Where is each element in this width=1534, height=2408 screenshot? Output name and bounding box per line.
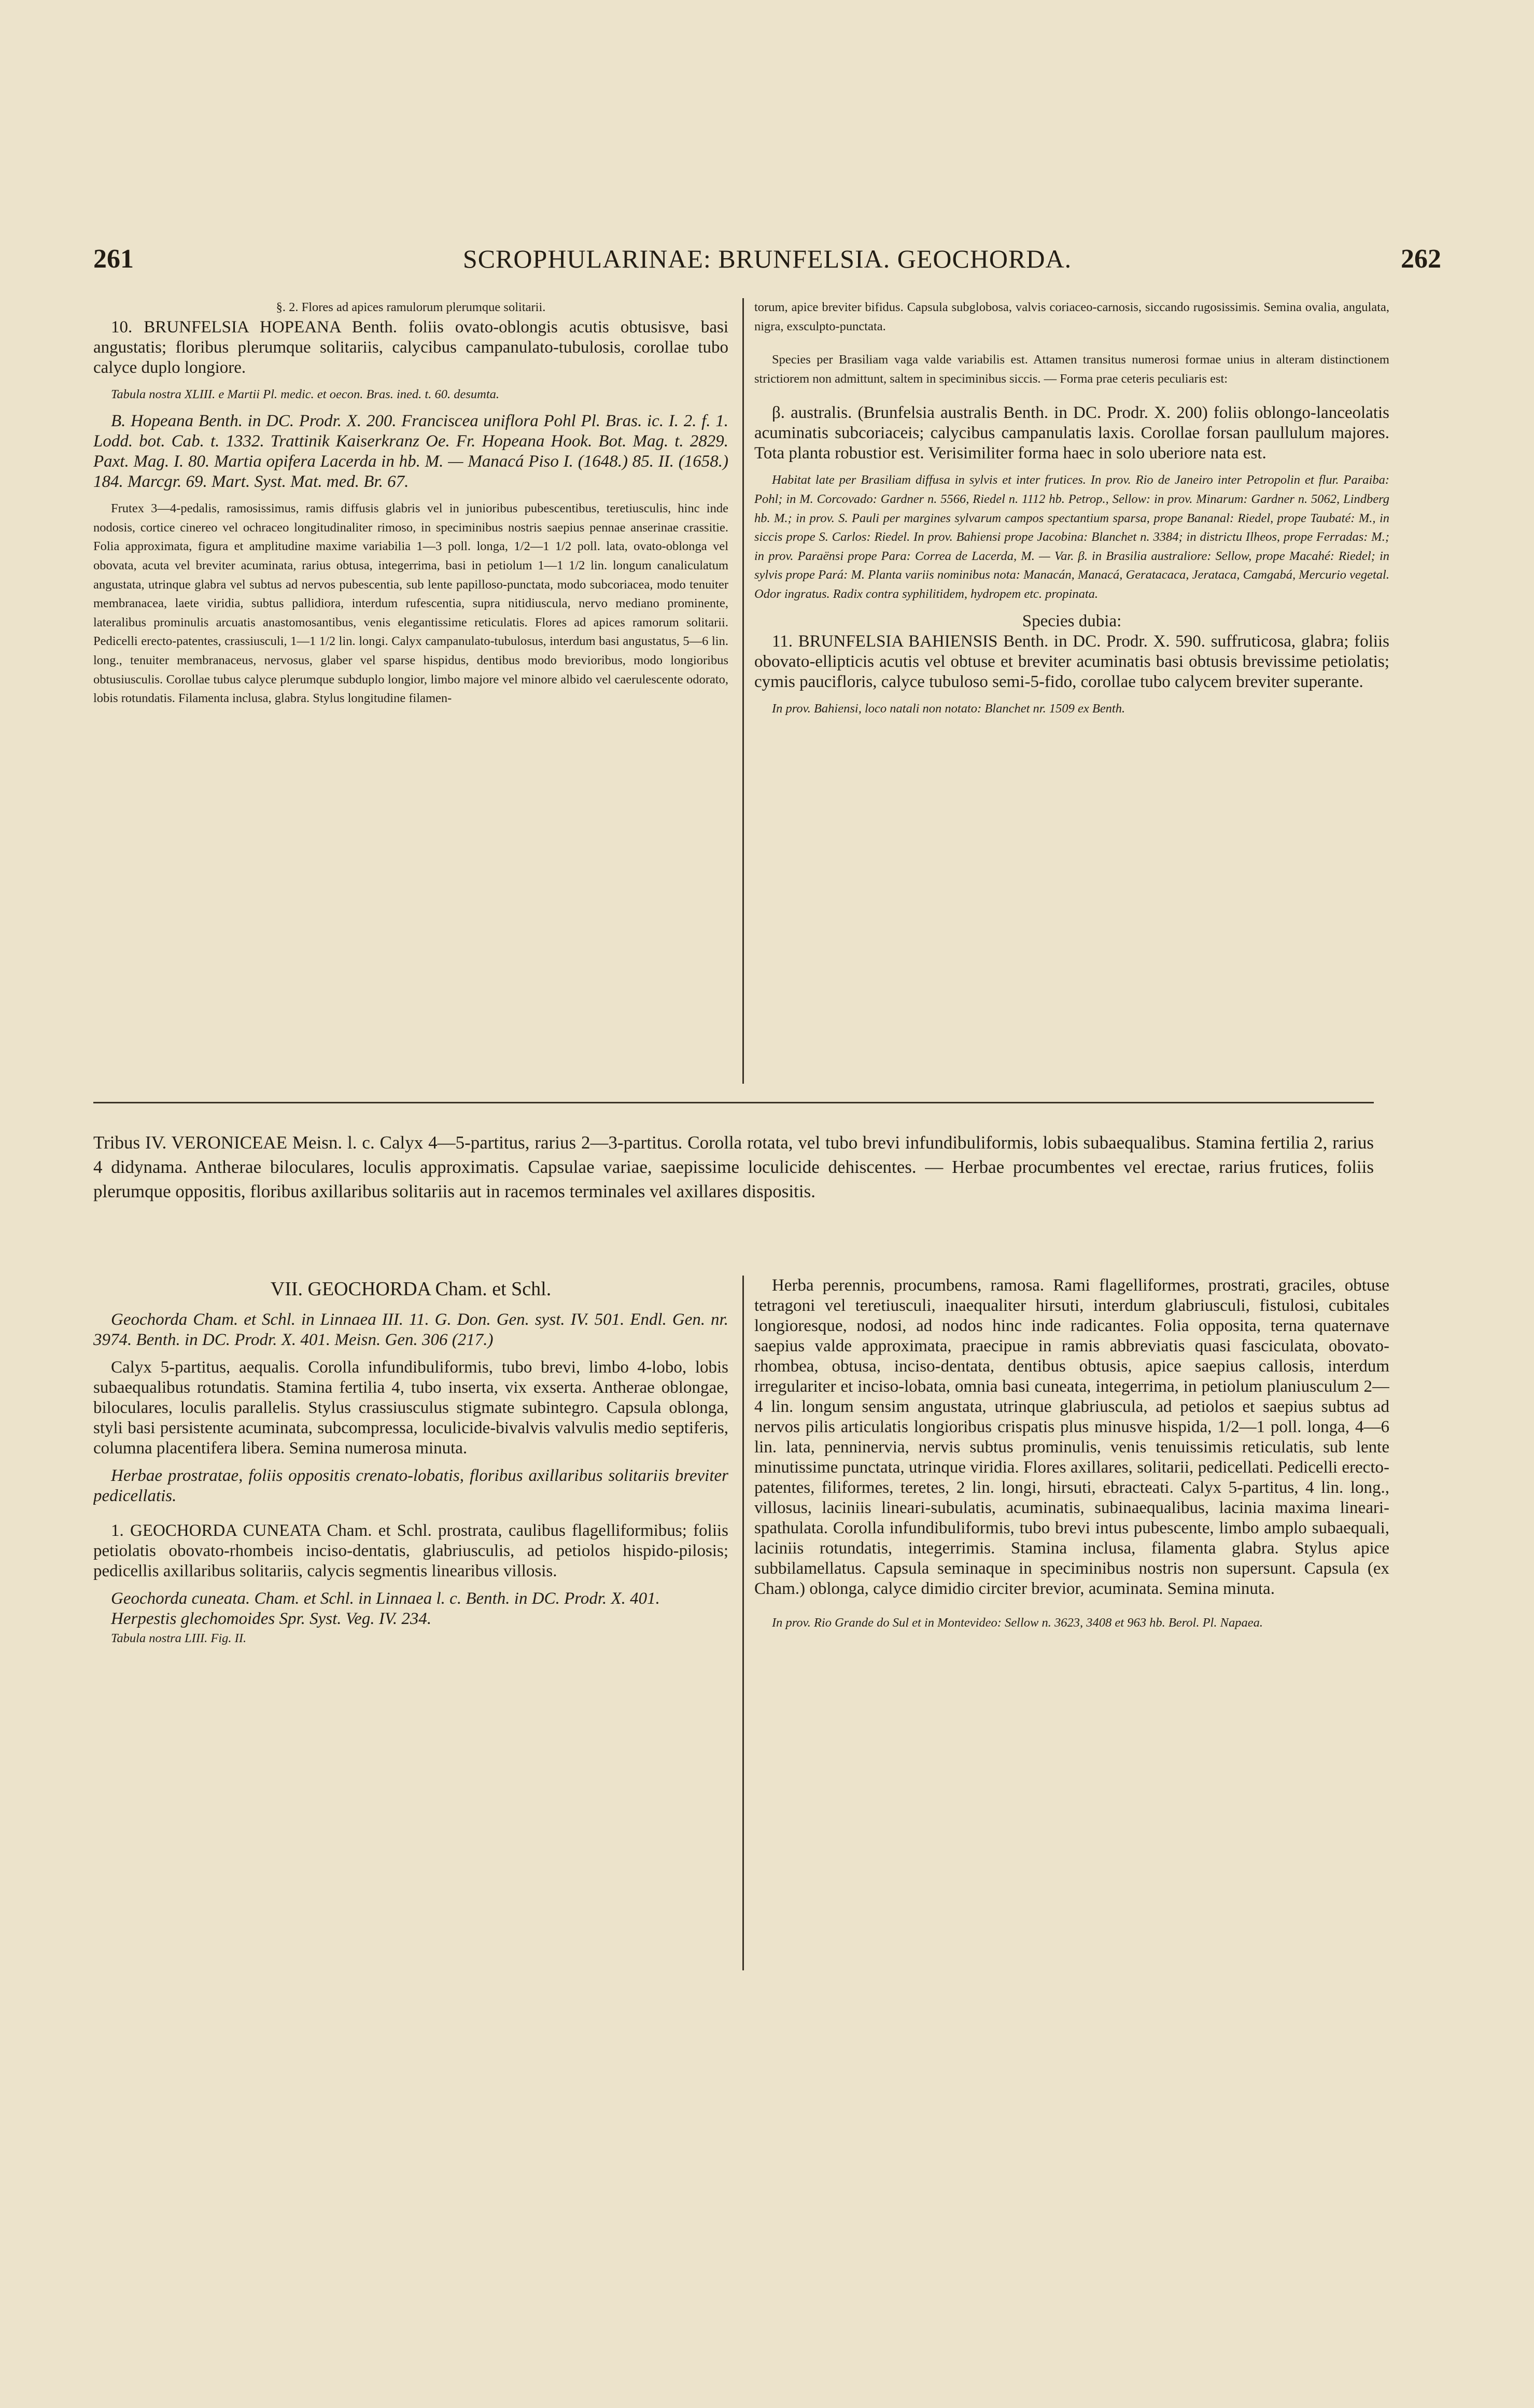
tribus-block [93,1130,1374,1260]
habitat-localities: Habitat late per Brasiliam diffusa in sylvis et inter frutices. In prov. Rio de Janeiro inter Petropolin et flur. Paraiba: Pohl; in M. Corcovado: Gardner n. 5566, Riedel n. 1112 hb. Petrop., Sellow: in prov. Minarum: Gardner n. 5062, Lindberg hb. M.; in prov. S. Pauli per margines sylvarum campos spectantium sparsa, prope Bananal: Riedel, prope Taubaté: M., in siccis prope S. Carlos: Riedel. In prov. Bahiensi prope Jacobina: Blanchet n. 3384; in districtu Ilheos, prope Ferradas: M.; in prov. Paraënsi prope Para: Correa de Lacerda, M. — Var. β. in Brasilia australiore: Sellow, prope Macahé: Riedel; in sylvis prope Pará: M. Planta variis nominibus nota: Manacán, Manacá, Geratacaca, Jerataca, Camgabá, Mercurio vegetal. Odor ingratus. Radix contra syphilitidem, hydropem etc. propinata. [754,473,1389,601]
variability-note: Species per Brasiliam vaga valde variabilis est. Attamen transitus numerosi formae unius in alteram distinctionem strictiorem non admittunt, saltem in speciminibus siccis. — Forma prae ceteris peculiaris est: [754,353,1389,386]
species-1-synonym: Herpestis glechomoides Spr. Syst. Veg. IV. 234. [111,1609,432,1628]
right-column-top [754,298,1389,1084]
species-10-description: Frutex 3—4-pedalis, ramosissimus, ramis diffusis glabris vel in junioribus pubescentibus, teretiusculis, hinc inde nodosis, cortice cinereo vel ochraceo longitudinaliter rimoso, in speciminibus nostris saepius pennae anserinae crassitie. Folia approximata, figura et amplitudine maxime variabilia 1—3 poll. longa, 1/2—1 1/2 poll. lata, ovato-oblonga vel obovata, acuta vel breviter acuminata, rarius obtusa, integerrima, basi in petiolum 1—1 1/2 lin. longum canaliculatum angustata, utrinque glabra vel subtus ad nervos pubescentia, sub lente papilloso-punctata, modo subcoriacea, modo tenuiter membranacea, laete viridia, subtus pallidiora, interdum rufescentia, supra nitidiuscula, nervo mediano prominente, lateralibus prominulis arcuatis anastomosantibus, venis elegantissime reticulatis. Flores ad apices ramorum solitarii. Pedicelli erecto-patentes, crassiusculi, 1—1 1/2 lin. longi. Calyx campanulato-tubulosus, interdum basi angustatus, 5—6 lin. long., tenuiter membranaceus, nervosus, glaber vel sparse hispidus, dentibus modo brevioribus, modo longioribus obtusiusculis. Corollae tubus calyce plerumque subduplo longior, limbo majore vel minore albido vel caerulescente odorato, lobis rotundatis. Filamenta inclusa, glabra. Stylus longitudine filamen- [93,501,728,706]
variety-beta: β. australis. (Brunfelsia australis Benth. in DC. Prodr. X. 200) foliis oblongo-lanceolatis acuminatis subcoriaceis; calycibus campanulatis laxis. Corollae forsan paullulum majores. Tota planta robustior est. Verisimiliter forma haec in solo uberiore nata est. [754,403,1389,463]
column-divider-top [742,298,744,1084]
genus-habit: Herbae prostratae, foliis oppositis crenato-lobatis, floribus axillaribus solitariis breviter pedicellatis. [93,1466,728,1505]
species-1-diagnosis: 1. GEOCHORDA CUNEATA Cham. et Schl. prostrata, caulibus flagelliformibus; foliis petiolatis obovato-rhombeis inciso-dentatis, glabriusculis, ad petiolos hispido-pilosis; pedicellis axillaribus solitariis, calycis segmentis linearibus villosis. [93,1521,728,1580]
genus-title: VII. GEOCHORDA Cham. et Schl. [270,1278,552,1300]
species-1-locality: In prov. Rio Grande do Sul et in Montevideo: Sellow n. 3623, 3408 et 963 hb. Berol. Pl. Napaea. [772,1616,1263,1630]
page-number-right: 262 [1401,244,1441,274]
column-divider-bottom [742,1276,744,1970]
species-11-locality: In prov. Bahiensi, loco natali non notato: Blanchet nr. 1509 ex Benth. [772,701,1125,716]
section-heading: §. 2. Flores ad apices ramulorum plerumque solitarii. [276,300,546,314]
left-column-top [93,298,728,1084]
species-1-description: Herba perennis, procumbens, ramosa. Rami flagelliformes, prostrati, graciles, obtuse tetragoni vel teretiusculi, inaequaliter hirsuti, interdum glabriusculi, fistulosi, cubitales longioresque, nodosi, ad nodos hinc inde radicantes. Folia opposita, terna quaternave saepius valde approximata, praecipue in ramis abbreviatis quasi fasciculata, obovato-rhombea, obtusa, inciso-dentata, dentibus obtusis, apice saepius callosis, interdum irregulariter et inciso-lobata, omnia basi cuneata, integerrima, in petiolum planiusculum 2—4 lin. longum sensim angustata, utrinque glabriuscula, ad petiolos et saepius subtus ad nervos pilis articulatis longioribus crispatis plus minusve hispida, 1/2—1 poll. longa, 4—6 lin. lata, penninervia, nervis subtus prominulis, venis tenuissimis reticulatis, sub lente minutissime punctata, utrinque viridia. Flores axillares, solitarii, pedicellati. Pedicelli erecto-patentes, filiformes, teretes, 2 lin. longi, hirsuti, ebracteati. Calyx 5-partitus, 4 lin. long., villosus, laciniis lineari-subulatis, acuminatis, subinaequalibus, lacinia maxima lineari-spathulata. Corolla infundibuliformis, tubo brevi intus pubescente, limbo amplo subaequali, laciniis rotundatis, integerrimis. Stamina inclusa, filamenta glabra. Stylus apice subbilamellatus. Capsula seminaque in speciminibus nostris non supersunt. Capsula (ex Cham.) oblonga, calyce dimidio circiter brevior, acuminata. Semina minuta. [754,1276,1389,1598]
genus-description: Calyx 5-partitus, aequalis. Corolla infundibuliformis, tubo brevi, limbo 4-lobo, lobis subaequalibus rotundatis. Stamina fertilia 4, tubo inserta, vix exserta. Antherae oblongae, biloculares, loculis parallelis. Stylus crassiusculus stigmate subintegro. Capsula oblonga, styli basi persistente acuminata, subcompressa, loculicide-bivalvis valvulis medio septiferis, columna placentifera libera. Semina numerosa minuta. [93,1358,728,1458]
species-11-diagnosis: 11. BRUNFELSIA BAHIENSIS Benth. in DC. Prodr. X. 590. suffruticosa, glabra; foliis obovato-ellipticis acutis vel obtuse et breviter acuminatis basi obtusis brevissime petiolatis; cymis paucifloris, calyce tubuloso semi-5-fido, corollae tubo calycem breviter superante. [754,632,1389,691]
right-column-bottom [754,1276,1389,2001]
page-header [93,244,1441,290]
running-head: SCROPHULARINAE: BRUNFELSIA. GEOCHORDA. [462,244,1072,273]
left-column-bottom [93,1276,728,2001]
species-10-diagnosis: 10. BRUNFELSIA HOPEANA Benth. foliis ovato-oblongis acutis obtusisve, basi angustatis; floribus plerumque solitariis, calycibus campanulato-tubulosis, corollae tubo calyce duplo longiore. [93,317,728,377]
tribus-veroniceae: Tribus IV. VERONICEAE Meisn. l. c. Calyx 4—5-partitus, rarius 2—3-partitus. Corolla rotata, vel tubo brevi infundibuliformis, lobis subaequalibus. Stamina fertilia 2, rarius 4 didynama. Antherae biloculares, loculis approximatis. Capsulae variae, saepissime loculicide dehiscentes. — Herbae procumbentes vel erectae, rarius frutices, foliis plerumque oppositis, floribus axillaribus solitariis aut in racemos terminales vel axillares dispositis. [93,1132,1374,1201]
genus-synonymy: Geochorda Cham. et Schl. in Linnaea III. 11. G. Don. Gen. syst. IV. 501. Endl. Gen. nr. 3974. Benth. in DC. Prodr. X. 401. Meisn. Gen. 306 (217.) [93,1310,728,1349]
species-1-plate: Tabula nostra LIII. Fig. II. [111,1631,247,1645]
description-continued: torum, apice breviter bifidus. Capsula subglobosa, valvis coriaceo-carnosis, siccando rugosissimis. Semina ovalia, angulata, nigra, exsculpto-punctata. [754,300,1389,333]
synonymy: B. Hopeana Benth. in DC. Prodr. X. 200. Franciscea uniflora Pohl Pl. Bras. ic. I. 2. f. 1. Lodd. bot. Cab. t. 1332. Trattinik Kaiserkranz Oe. Fr. Hopeana Hook. Bot. Mag. t. 2829. Paxt. Mag. I. 80. Martia opifera Lacerda in hb. M. — Manacá Piso I. (1648.) 85. II. (1658.) 184. Marcgr. 69. Mart. Syst. Mat. med. Br. 67. [93,412,728,492]
species-1-reference: Geochorda cuneata. Cham. et Schl. in Linnaea l. c. Benth. in DC. Prodr. X. 401. [111,1589,660,1608]
plate-reference: Tabula nostra XLIII. e Martii Pl. medic. et oecon. Bras. ined. t. 60. desumta. [111,387,499,401]
section-divider [93,1102,1374,1103]
species-dubia-heading: Species dubia: [1022,611,1122,631]
page-number-left: 261 [93,244,134,274]
